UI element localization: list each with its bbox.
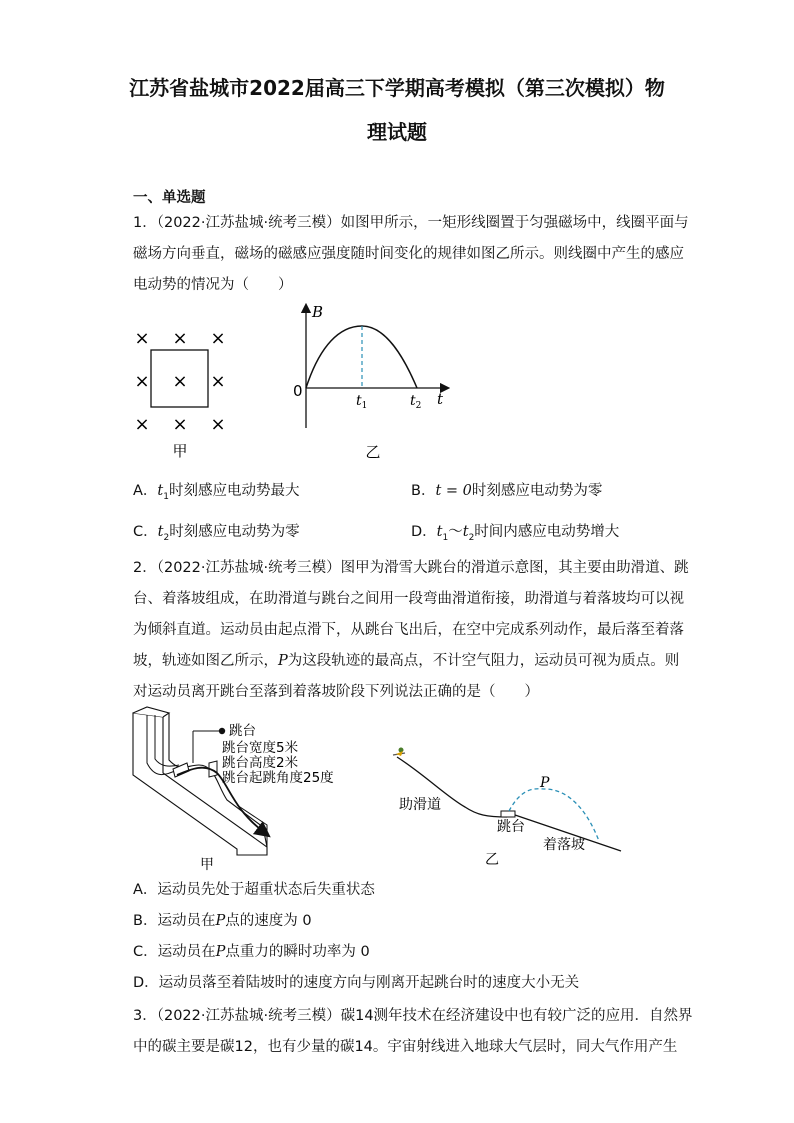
option-text: 时间内感应电动势增大 xyxy=(474,524,620,540)
q3-stem-line2: 中的碳主要是碳12，也有少量的碳14。宇宙射线进入地球大气层时，同大气作用产生 xyxy=(133,1039,678,1055)
stem-text: 为这段轨迹的最高点，不计空气阻力，运动员可视为质点。则 xyxy=(287,653,680,669)
q1-option-b[interactable] xyxy=(411,479,602,500)
option-letter: A． xyxy=(133,483,158,499)
page-title: 江苏省盐城市2022届高三下学期高考模拟（第三次模拟）物 xyxy=(129,76,665,100)
option-subscript: 2 xyxy=(163,532,170,543)
field-cross-mark: × xyxy=(210,414,226,435)
figure-caption-jia: 甲 xyxy=(200,857,214,873)
section-heading: 一、单选题 xyxy=(133,190,206,206)
label-tiaotai: 跳台 xyxy=(229,723,256,739)
option-letter: D． xyxy=(411,524,437,540)
field-cross-mark: × xyxy=(134,414,150,435)
option-text: B．运动员在 xyxy=(133,913,216,929)
field-cross-mark: × xyxy=(210,371,226,392)
q2-stem-line4 xyxy=(133,649,679,670)
figure-caption-yi: 乙 xyxy=(485,852,499,868)
page-title-continued: 理试题 xyxy=(367,120,427,144)
q1-stem-line2: 磁场方向垂直，磁场的磁感应强度随时间变化的规律如图乙所示。则线圈中产生的感应 xyxy=(133,246,684,262)
option-tilde: ～ xyxy=(448,524,463,540)
q2-figure-jia xyxy=(125,705,375,875)
q2-stem-line1: 2．（2022·江苏盐城·统考三模）图甲为滑雪大跳台的滑道示意图，其主要由助滑道、跳 xyxy=(133,560,689,576)
pointer-dot xyxy=(219,728,225,734)
skier-icon xyxy=(393,748,405,757)
option-subscript: 2 xyxy=(468,532,475,543)
label-p: P xyxy=(540,775,550,791)
option-letter: C． xyxy=(133,524,158,540)
q3-stem-line1: 3．（2022·江苏盐城·统考三模）碳14测年技术在经济建设中也有较广泛的应用．自然界 xyxy=(133,1008,693,1024)
q1-figure-jia xyxy=(128,322,238,462)
stem-variable: P xyxy=(278,653,288,669)
option-subscript: 1 xyxy=(442,532,449,543)
label-angle: 跳台起跳角度25度 xyxy=(222,770,334,786)
option-variable: t xyxy=(436,524,443,540)
field-cross-mark: × xyxy=(134,328,150,349)
stem-text: 坡，轨迹如图乙所示， xyxy=(133,653,278,669)
option-text: 时刻感应电动势为零 xyxy=(169,524,300,540)
q2-stem-line5: 对运动员离开跳台至落到着落坡阶段下列说法正确的是（ ） xyxy=(133,684,539,700)
option-text: C．运动员在 xyxy=(133,944,216,960)
label-height: 跳台高度2米 xyxy=(222,755,299,771)
b-axis-label: B xyxy=(312,303,324,321)
field-cross-mark: × xyxy=(172,328,188,349)
q1-stem-line3: 电动势的情况为（ ） xyxy=(133,277,293,293)
q2-stem-line3: 为倾斜直道。运动员由起点滑下，从跳台飞出后，在空中完成系列动作，最后落至着落 xyxy=(133,622,684,638)
option-variable: t xyxy=(157,524,164,540)
option-variable: P xyxy=(215,913,226,929)
takeoff-table xyxy=(501,811,515,817)
field-cross-mark: × xyxy=(134,371,150,392)
q1-stem-line1: 1．（2022·江苏盐城·统考三模）如图甲所示，一矩形线圈置于匀强磁场中，线圈平面与 xyxy=(133,215,689,231)
option-text: 点的速度为 0 xyxy=(225,913,312,929)
q2-option-b[interactable] xyxy=(133,909,312,930)
label-zhuoluopo: 着落坡 xyxy=(543,837,585,853)
label-zhuhuadao: 助滑道 xyxy=(399,797,441,813)
option-subscript: 1 xyxy=(163,491,169,502)
label-tiaotai: 跳台 xyxy=(497,819,525,835)
origin-label: 0 xyxy=(293,382,303,400)
field-cross-mark: × xyxy=(172,371,188,392)
option-text: 时刻感应电动势为零 xyxy=(471,483,603,499)
t-axis-label: t xyxy=(437,390,444,408)
q2-option-a[interactable]: A．运动员先处于超重状态后失重状态 xyxy=(133,882,375,898)
label-width: 跳台宽度5米 xyxy=(222,740,299,756)
q2-figure-yi xyxy=(385,745,625,870)
q1-option-a[interactable] xyxy=(133,479,299,502)
field-cross-mark: × xyxy=(172,414,188,435)
figure-caption-jia: 甲 xyxy=(172,442,188,460)
q2-option-d[interactable]: D．运动员落至着陆坡时的速度方向与刚离开起跳台时的速度大小无关 xyxy=(133,975,580,991)
q2-option-c[interactable] xyxy=(133,940,370,961)
option-letter: B． xyxy=(411,483,436,499)
field-cross-mark: × xyxy=(210,328,226,349)
q1-option-c[interactable] xyxy=(133,520,300,543)
option-text: 点重力的瞬时功率为 0 xyxy=(225,944,370,960)
option-variable: t xyxy=(157,483,164,499)
option-text: 时刻感应电动势最大 xyxy=(168,483,300,499)
figure-caption-yi: 乙 xyxy=(365,443,381,461)
option-variable: t xyxy=(462,524,469,540)
q1-figure-yi xyxy=(285,300,460,465)
q2-stem-line2: 台、着落坡组成，在助滑道与跳台之间用一段弯曲滑道衔接，助滑道与着落坡均可以视 xyxy=(133,591,684,607)
q1-option-d[interactable] xyxy=(411,520,619,543)
t1-tick-label: $t_1$ xyxy=(356,393,368,411)
t2-tick-label: $t_2$ xyxy=(410,393,422,411)
option-variable: t = 0 xyxy=(435,483,472,499)
option-variable: P xyxy=(215,944,226,960)
